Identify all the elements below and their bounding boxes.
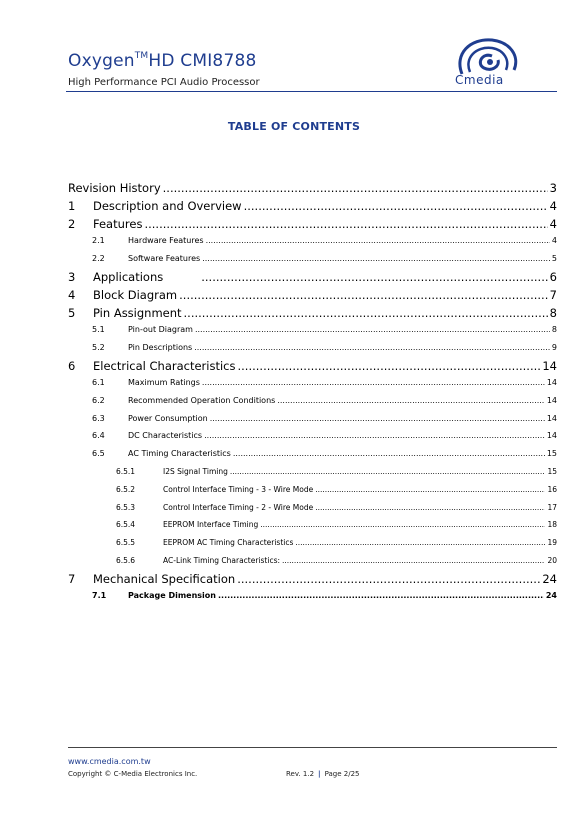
toc-entry-6-2[interactable]: 6.2 Recommended Operation Conditions ..... 14 — [92, 396, 557, 405]
toc-entry-7-1[interactable]: 7.1 Package Dimension ..... 24 — [92, 591, 557, 600]
toc-entry-5-1[interactable]: 5.1 Pin-out Diagram ..... 8 — [92, 325, 557, 334]
toc-entry-6-5[interactable]: 6.5 AC Timing Characteristics ..... 15 — [92, 449, 557, 458]
toc-entry-2[interactable]: 2 Features ..... 4 — [68, 217, 557, 231]
footer-revision — [286, 770, 360, 778]
footer-divider — [68, 747, 557, 748]
toc-entry-6[interactable]: 6 Electrical Characteristics ..... 14 — [68, 359, 557, 373]
toc-entry-6-4[interactable]: 6.4 DC Characteristics ..... 14 — [92, 431, 557, 440]
trademark-mark: TM — [134, 51, 149, 62]
toc-entry-6-5-6[interactable]: 6.5.6 AC-Link Timing Characteristics: ..... 20 — [116, 556, 557, 565]
revision-number: Rev. 1.2 — [286, 770, 315, 778]
toc-entry-6-5-5[interactable]: 6.5.5 EEPROM AC Timing Characteristics ..... 19 — [116, 538, 557, 547]
document-subtitle: High Performance PCI Audio Processor — [68, 77, 260, 88]
toc-entry-3[interactable]: 3 Applications ..... 6 — [68, 270, 557, 284]
page-number: Page 2/25 — [324, 770, 360, 778]
toc-entry-2-1[interactable]: 2.1 Hardware Features ..... 4 — [92, 236, 557, 245]
toc-entry-5-2[interactable]: 5.2 Pin Descriptions ..... 9 — [92, 343, 557, 352]
toc-entry-6-3[interactable]: 6.3 Power Consumption ..... 14 — [92, 414, 557, 423]
footer-copyright: Copyright © C-Media Electronics Inc. — [68, 770, 198, 778]
toc-entry-6-5-2[interactable]: 6.5.2 Control Interface Timing - 3 - Wire Mode ..... 16 — [116, 485, 557, 494]
toc-entry-revision-history[interactable]: Revision History ..... 3 — [68, 181, 557, 195]
toc-entry-6-1[interactable]: 6.1 Maximum Ratings ..... 14 — [92, 378, 557, 387]
toc-entry-1[interactable]: 1 Description and Overview ..... 4 — [68, 199, 557, 213]
document-title: Oxygen™HD CMI8788 — [68, 51, 257, 71]
toc-entry-6-5-3[interactable]: 6.5.3 Control Interface Timing - 2 - Wire Mode ..... 17 — [116, 503, 557, 512]
toc-entry-4[interactable]: 4 Block Diagram ..... 7 — [68, 288, 557, 302]
footer-website-link[interactable]: www.cmedia.com.tw — [68, 757, 151, 766]
toc-entry-6-5-1[interactable]: 6.5.1 I2S Signal Timing ..... 15 — [116, 467, 557, 476]
header-divider — [66, 91, 557, 92]
toc-entry-7[interactable]: 7 Mechanical Specification ..... 24 — [68, 572, 557, 586]
logo-wordmark: Cmedia — [455, 73, 504, 87]
toc-heading: TABLE OF CONTENTS — [227, 120, 361, 133]
footer-separator: | — [318, 770, 321, 778]
toc-entry-2-2[interactable]: 2.2 Software Features ..... 5 — [92, 254, 557, 263]
toc-entry-6-5-4[interactable]: 6.5.4 EEPROM Interface Timing ..... 18 — [116, 520, 557, 529]
toc-entry-5[interactable]: 5 Pin Assignment ..... 8 — [68, 306, 557, 320]
